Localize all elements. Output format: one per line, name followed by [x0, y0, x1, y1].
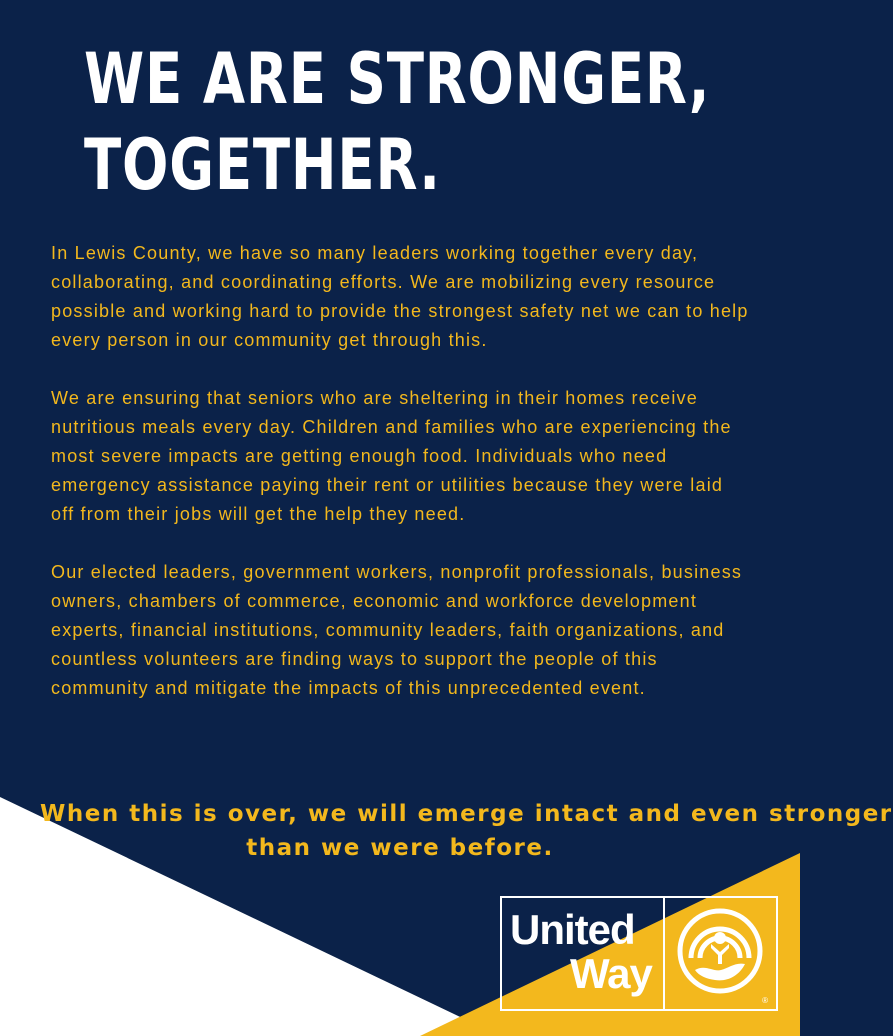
- paragraph-3: Our elected leaders, government workers, nonprofit professionals, business owners, chambers of commerce, economic and workforce development experts, financial institutions, community leaders, faith organizations, and countless volunteers are finding ways to support the people of this community and mitigate the impacts of this unprecedented event.: [51, 562, 743, 698]
- headline-line-1: WE ARE STRONGER,: [84, 38, 711, 120]
- closing-line-2: than we were before.: [246, 835, 554, 861]
- paragraph-2: We are ensuring that seniors who are sheltering in their homes receive nutritious meals every day. Children and families who are experiencing the most severe impacts are getting enough food. Individuals who need emergency assistance paying their rent or utilities because they were laid off from their jobs will get the help they need.: [51, 388, 732, 524]
- united-way-hand-rainbow-icon: [665, 898, 776, 1009]
- logo-word-way: Way: [570, 950, 652, 997]
- registered-mark: ®: [762, 996, 768, 1005]
- paragraph-1: In Lewis County, we have so many leaders working together every day, collaborating, and coordinating efforts. We are mobilizing every resource possible and working hard to provide the strongest safety net we can to help every person in our community get through this.: [51, 243, 749, 350]
- united-way-logo: [500, 896, 778, 1011]
- body-text: [51, 239, 751, 732]
- logo-word-united: United: [510, 906, 635, 953]
- headline-line-2: TOGETHER.: [84, 124, 441, 206]
- headline: [84, 36, 711, 208]
- closing-line-1: When this is over, we will emerge intact and even stronger: [40, 801, 893, 827]
- closing-statement: [40, 797, 893, 865]
- logo-wordmark: [502, 898, 665, 1009]
